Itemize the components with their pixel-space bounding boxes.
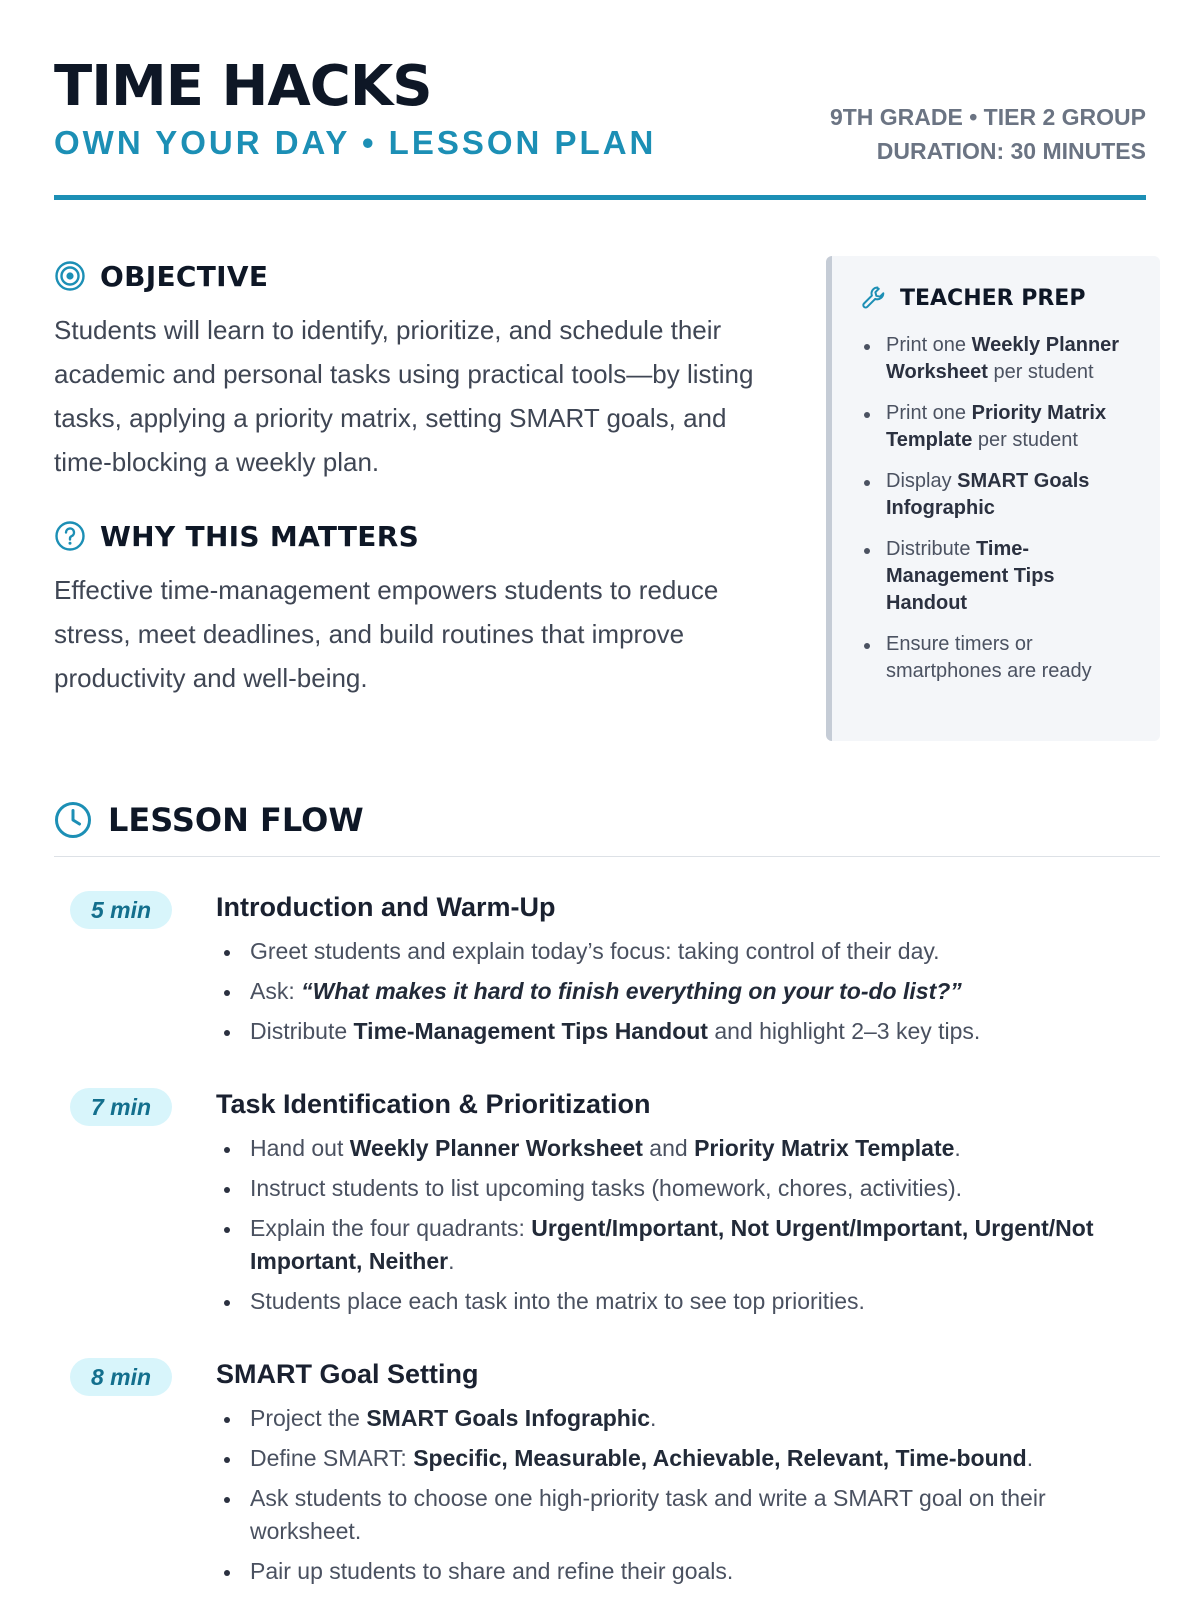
objective-heading-row <box>54 256 774 296</box>
teacher-prep-panel <box>826 256 1160 741</box>
lesson-step-3 <box>54 1354 1160 1588</box>
page-subtitle: OWN YOUR DAY • LESSON PLAN <box>54 124 657 161</box>
left-column <box>54 256 774 700</box>
list-item: Print one Weekly Planner Worksheet per student <box>860 332 1136 386</box>
header-meta <box>830 100 1146 168</box>
list-item: Instruct students to list upcoming tasks (homework, chores, activities). <box>216 1172 1160 1205</box>
list-item: Ask students to choose one high-priority task and write a SMART goal on their worksheet. <box>216 1482 1160 1548</box>
duration-badge: 7 min <box>70 1088 172 1126</box>
meta-grade: 9TH GRADE • TIER 2 GROUP <box>829 104 1146 130</box>
clock-icon <box>54 801 92 839</box>
duration-badge: 5 min <box>70 891 172 929</box>
step-title: Introduction and Warm-Up <box>216 892 556 922</box>
lesson-step-2 <box>54 1084 1160 1318</box>
list-item: Distribute Time-Management Tips Handout and highlight 2–3 key tips. <box>216 1015 1160 1048</box>
list-item: Ask: “What makes it hard to finish everything on your to-do list?” <box>216 975 1160 1008</box>
list-item: Project the SMART Goals Infographic. <box>216 1402 1160 1435</box>
list-item: Explain the four quadrants: Urgent/Important, Not Urgent/Important, Urgent/Not Important, Neither. <box>216 1212 1160 1278</box>
list-item: Pair up students to share and refine their goals. <box>216 1555 1160 1588</box>
duration-badge: 8 min <box>70 1358 172 1396</box>
step-title: SMART Goal Setting <box>216 1359 479 1389</box>
lesson-flow-heading: LESSON FLOW <box>108 801 364 839</box>
list-item: Distribute Time-Management Tips Handout <box>860 536 1136 617</box>
objective-text: Students will learn to identify, prioritize, and schedule their academic and personal tasks using practical tools—by listing tasks, applying a priority matrix, setting SMART goals, and time-blocking a weekly plan. <box>54 315 754 477</box>
page-title: TIME HACKS <box>54 54 432 119</box>
lesson-flow-section <box>54 798 1160 1595</box>
step-list <box>216 935 1160 1048</box>
header <box>54 0 1146 200</box>
meta-duration: DURATION: 30 MINUTES <box>876 138 1146 164</box>
question-circle-icon <box>54 520 86 552</box>
list-item: Ensure timers or smartphones are ready <box>860 631 1136 685</box>
why-heading-row <box>54 516 774 556</box>
list-item: Students place each task into the matrix to see top priorities. <box>216 1285 1160 1318</box>
divider <box>54 856 1160 857</box>
list-item: Display SMART Goals Infographic <box>860 468 1136 522</box>
wrench-icon <box>860 284 888 312</box>
objective-heading: OBJECTIVE <box>100 259 269 293</box>
why-heading: WHY THIS MATTERS <box>100 519 420 553</box>
why-text: Effective time-management empowers students to reduce stress, meet deadlines, and build routines that improve productivity and well-being. <box>54 575 719 693</box>
step-list <box>216 1402 1160 1588</box>
teacher-prep-heading: TEACHER PREP <box>900 285 1086 311</box>
list-item: Define SMART: Specific, Measurable, Achievable, Relevant, Time-bound. <box>216 1442 1160 1475</box>
list-item: Greet students and explain today’s focus: taking control of their day. <box>216 935 1160 968</box>
lesson-flow-heading-row <box>54 798 1160 842</box>
lesson-step-1 <box>54 887 1160 1048</box>
step-title: Task Identification & Prioritization <box>216 1089 651 1119</box>
list-item: Hand out Weekly Planner Worksheet and Priority Matrix Template. <box>216 1132 1160 1165</box>
teacher-prep-list <box>860 332 1136 685</box>
target-icon <box>54 260 86 292</box>
list-item: Print one Priority Matrix Template per student <box>860 400 1136 454</box>
teacher-prep-heading-row <box>860 284 1136 312</box>
step-list <box>216 1132 1160 1318</box>
